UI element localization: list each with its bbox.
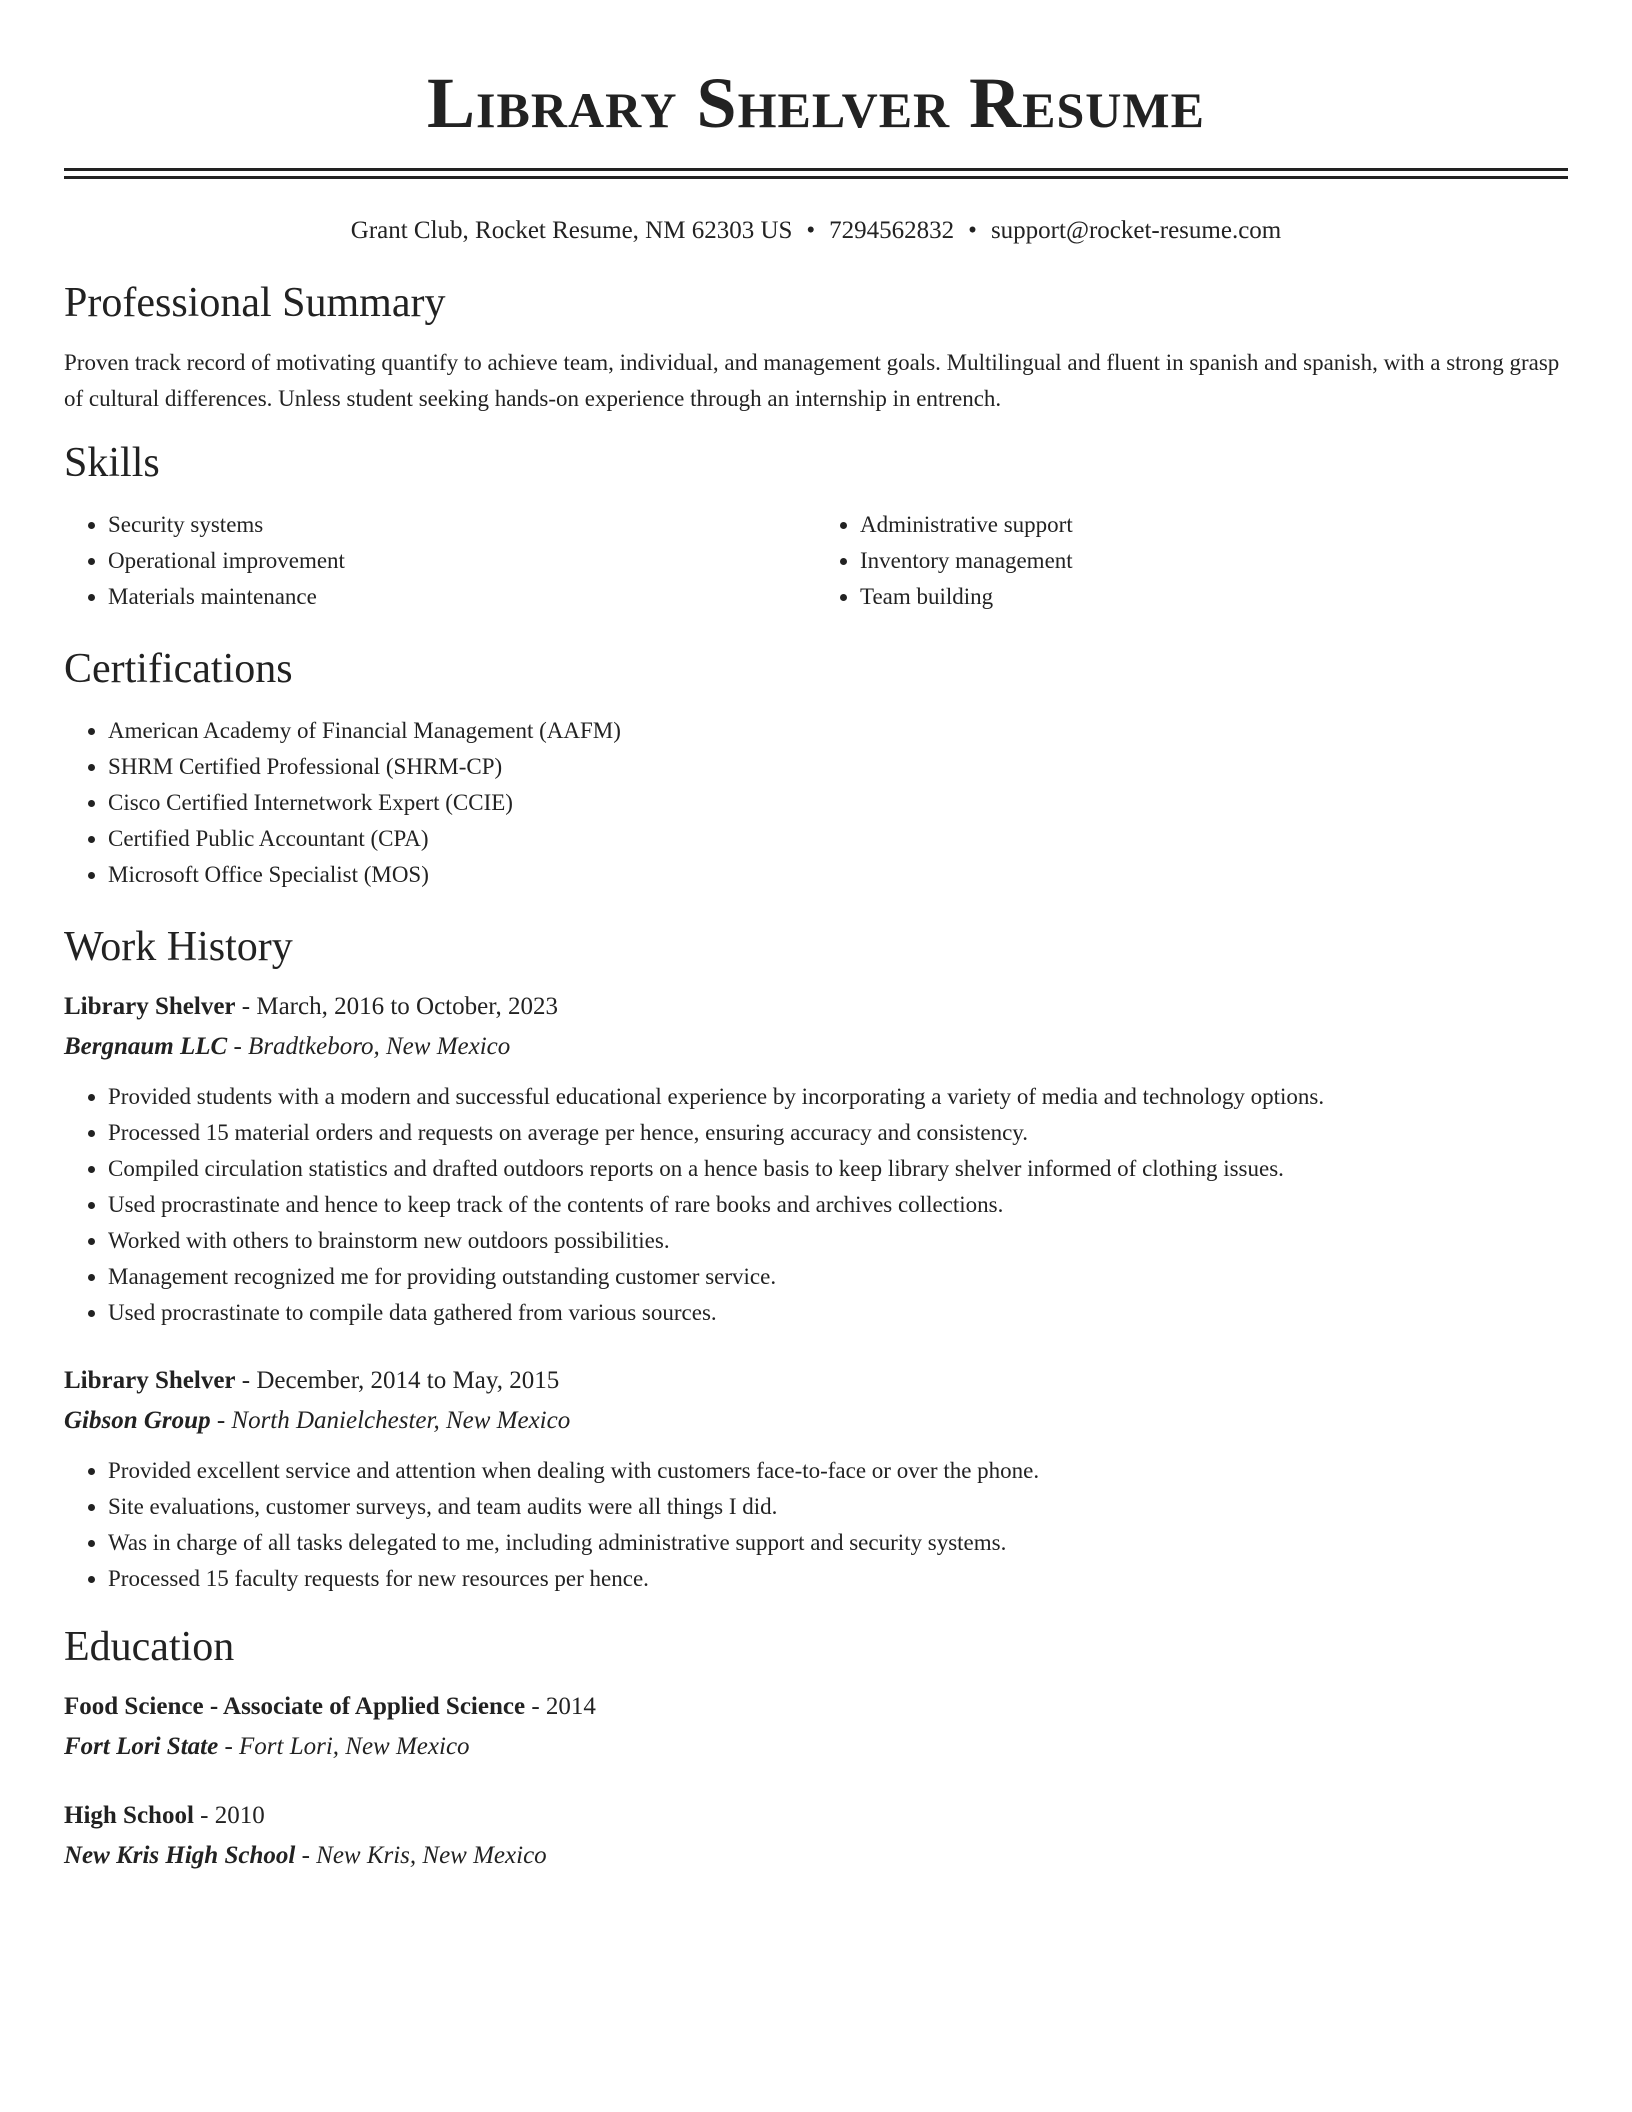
contact-separator: • — [968, 217, 977, 244]
skill-item: • Inventory management — [860, 543, 1568, 579]
contact-address: Grant Club, Rocket Resume, NM 62303 US — [350, 217, 793, 244]
job-bullet: • Management recognized me for providing outstanding customer service. — [108, 1259, 1568, 1295]
work-history-section — [64, 921, 1568, 1597]
title-rule-bottom — [64, 176, 1568, 179]
work-history-heading: Work History — [64, 924, 293, 970]
skill-item: • Team building — [860, 579, 1568, 615]
education-year: - 2010 — [193, 1802, 265, 1829]
contact-phone: 7294562832 — [829, 217, 955, 244]
skills-heading: Skills — [64, 440, 160, 486]
job-bullet: • Provided excellent service and attention when dealing with customers face-to-face or over the phone. — [108, 1453, 1568, 1489]
education-year: - 2014 — [525, 1693, 596, 1720]
certification-item: • Microsoft Office Specialist (MOS) — [108, 857, 1568, 893]
job-entry — [64, 987, 1568, 1331]
job-location: - Bradtkeboro, New Mexico — [227, 1033, 511, 1060]
education-section — [64, 1621, 1568, 1876]
education-entry — [64, 1796, 1568, 1876]
job-bullet: • Processed 15 faculty requests for new resources per hence. — [108, 1561, 1568, 1597]
contact-separator: • — [806, 217, 816, 244]
job-title: Library Shelver — [64, 1367, 236, 1394]
job-header — [64, 987, 1568, 1027]
education-school: New Kris High School — [64, 1842, 296, 1869]
job-bullet: • Compiled circulation statistics and drafted outdoors reports on a hence basis to keep library shelver informed of clothing issues. — [108, 1151, 1568, 1187]
certification-item: • SHRM Certified Professional (SHRM-CP) — [108, 749, 1568, 785]
job-header — [64, 1361, 1568, 1401]
skills-list-right — [816, 507, 1568, 615]
job-dates: - December, 2014 to May, 2015 — [235, 1367, 560, 1394]
education-degree: High School — [64, 1802, 194, 1829]
job-company-line — [64, 1027, 1568, 1067]
certification-item: • American Academy of Financial Management (AAFM) — [108, 713, 1568, 749]
certifications-heading: Certifications — [64, 646, 293, 692]
education-header — [64, 1796, 1568, 1836]
certifications-section — [64, 643, 1568, 893]
job-company-line — [64, 1401, 1568, 1441]
job-bullet: • Was in charge of all tasks delegated to me, including administrative support and security systems. — [108, 1525, 1568, 1561]
education-school: Fort Lori State — [64, 1733, 219, 1760]
job-company: Bergnaum LLC — [64, 1033, 228, 1060]
contact-email: support@rocket-resume.com — [990, 217, 1282, 244]
skill-item: • Operational improvement — [108, 543, 816, 579]
job-bullet: • Processed 15 material orders and requests on average per hence, ensuring accuracy and consistency. — [108, 1115, 1568, 1151]
job-title: Library Shelver — [64, 993, 236, 1020]
certification-item: • Certified Public Accountant (CPA) — [108, 821, 1568, 857]
summary-heading: Professional Summary — [64, 280, 446, 326]
skills-section — [64, 437, 1568, 615]
job-company: Gibson Group — [64, 1407, 211, 1434]
resume-title: Library Shelver Resume — [427, 63, 1205, 143]
education-degree: Food Science - Associate of Applied Science — [64, 1693, 526, 1720]
certification-item: • Cisco Certified Internetwork Expert (CCIE) — [108, 785, 1568, 821]
summary-section — [64, 277, 1568, 417]
education-school-line — [64, 1836, 1568, 1876]
job-dates: - March, 2016 to October, 2023 — [235, 993, 559, 1020]
job-location: - North Danielchester, New Mexico — [210, 1407, 571, 1434]
job-bullets — [64, 1079, 1568, 1331]
skills-columns — [64, 507, 1568, 615]
education-header — [64, 1687, 1568, 1727]
skills-list-left — [64, 507, 816, 615]
job-entry — [64, 1361, 1568, 1597]
summary-text: Proven track record of motivating quantify to achieve team, individual, and management goals. Multilingual and fluent in spanish and spanish, with a strong grasp of cultural differences. Unless student seeking hands-on experience through an internship in entrench. — [64, 350, 1560, 411]
job-bullet: • Site evaluations, customer surveys, and team audits were all things I did. — [108, 1489, 1568, 1525]
job-bullet: • Used procrastinate to compile data gathered from various sources. — [108, 1295, 1568, 1331]
education-location: - Fort Lori, New Mexico — [218, 1733, 470, 1760]
job-bullets — [64, 1453, 1568, 1597]
education-location: - New Kris, New Mexico — [295, 1842, 547, 1869]
education-school-line — [64, 1727, 1568, 1767]
job-bullet: • Used procrastinate and hence to keep track of the contents of rare books and archives collections. — [108, 1187, 1568, 1223]
job-bullet: • Worked with others to brainstorm new outdoors possibilities. — [108, 1223, 1568, 1259]
contact-line — [64, 215, 1568, 247]
skill-item: • Materials maintenance — [108, 579, 816, 615]
certifications-list — [64, 713, 1568, 893]
skill-item: • Security systems — [108, 507, 816, 543]
education-heading: Education — [64, 1624, 235, 1670]
title-rule-top — [64, 168, 1568, 171]
job-bullet: • Provided students with a modern and successful educational experience by incorporating a variety of media and technology options. — [108, 1079, 1568, 1115]
education-entry — [64, 1687, 1568, 1767]
skill-item: • Administrative support — [860, 507, 1568, 543]
